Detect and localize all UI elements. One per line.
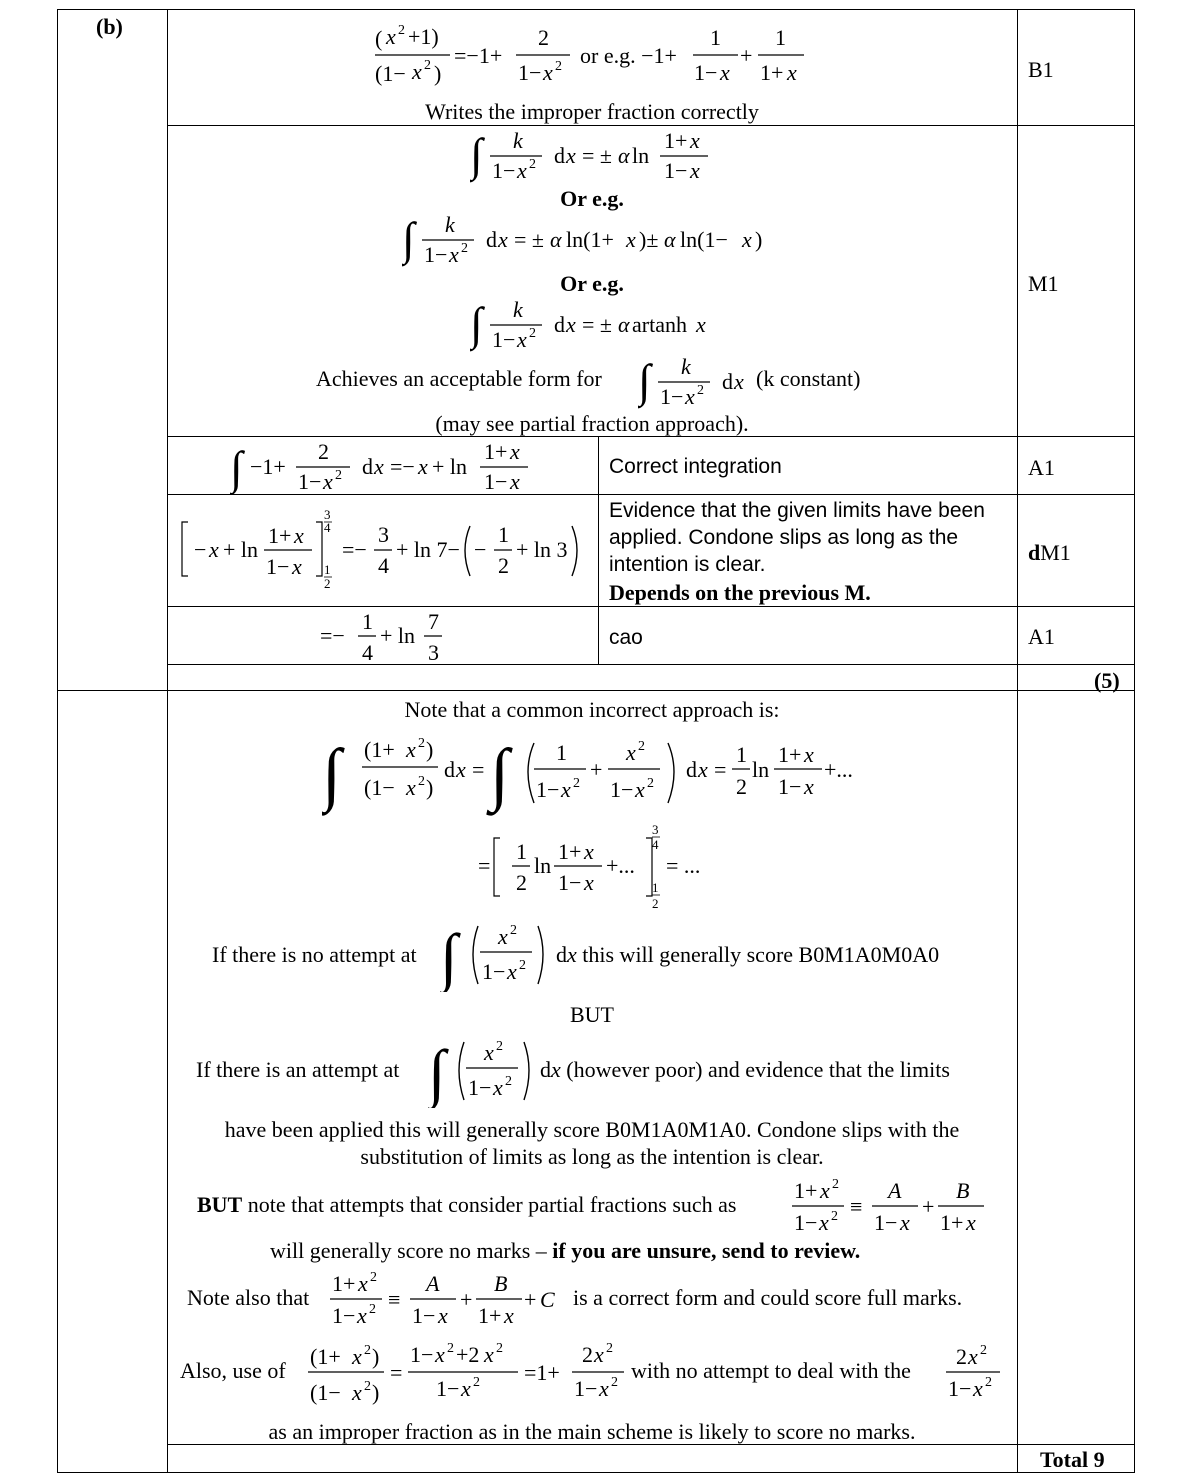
also-use: Also, use of: [180, 1358, 286, 1383]
svg-text:A: A: [426, 1271, 440, 1296]
svg-text:x: x: [720, 60, 730, 85]
svg-text:1+: 1+: [760, 60, 784, 85]
svg-text:1−: 1−: [410, 1342, 434, 1367]
svg-text:x: x: [358, 1271, 368, 1296]
row4-note-line-2: applied. Condone slips as long as the: [609, 526, 959, 549]
svg-text:1−: 1−: [660, 384, 684, 409]
svg-text:2: 2: [956, 1344, 967, 1369]
svg-text:artanh: artanh: [632, 312, 687, 337]
svg-text:x: x: [698, 757, 708, 782]
svg-text:2: 2: [519, 958, 526, 973]
svg-text:ln: ln: [752, 757, 770, 782]
svg-text:1+: 1+: [940, 1210, 964, 1235]
no-attempt-before: If there is no attempt at: [212, 942, 417, 967]
svg-text:2: 2: [582, 1342, 593, 1367]
svg-text:x: x: [787, 60, 797, 85]
grid-line: [167, 664, 1135, 665]
svg-text:2: 2: [832, 1177, 839, 1192]
svg-text:1: 1: [324, 562, 331, 577]
grid-line: [598, 437, 599, 665]
svg-text:2: 2: [538, 25, 549, 50]
svg-text:∫: ∫: [638, 355, 651, 406]
svg-text:2: 2: [697, 383, 704, 398]
svg-text:2: 2: [498, 553, 509, 578]
svg-text:x: x: [418, 454, 428, 479]
svg-text:+...: +...: [824, 757, 853, 782]
svg-text:1−: 1−: [948, 1376, 972, 1401]
svg-text:1−: 1−: [424, 242, 448, 267]
svg-text:=−1+: =−1+: [454, 43, 503, 68]
svg-text:1: 1: [498, 522, 509, 547]
mark-a1-second: A1: [1028, 624, 1055, 649]
svg-text:x: x: [973, 1376, 983, 1401]
attempt-after: dx (however poor) and evidence that the limits: [540, 1057, 950, 1082]
svg-text:x: x: [484, 1040, 494, 1065]
svg-text:x: x: [734, 369, 744, 394]
svg-text:−: −: [474, 537, 487, 562]
applied-line-2: substitution of limits as long as the intention is clear.: [360, 1144, 824, 1169]
svg-text:4: 4: [378, 553, 389, 578]
grid-line: [57, 1472, 1135, 1473]
svg-text:1−: 1−: [694, 60, 718, 85]
svg-text:2: 2: [364, 1379, 371, 1394]
svg-text:2: 2: [529, 326, 536, 341]
svg-text:+: +: [524, 1287, 537, 1312]
svg-text:2: 2: [980, 1343, 987, 1358]
svg-text:+2: +2: [456, 1342, 480, 1367]
no-marks-line: [270, 1238, 860, 1263]
svg-text:1−: 1−: [558, 870, 582, 895]
svg-text:∫: ∫: [490, 736, 510, 813]
svg-text:k: k: [513, 297, 523, 322]
svg-text:1+: 1+: [558, 839, 582, 864]
svg-text:1−: 1−: [536, 777, 560, 802]
svg-text:(1−: (1−: [310, 1380, 341, 1405]
svg-text:x: x: [742, 227, 752, 252]
svg-text:≡: ≡: [388, 1287, 401, 1312]
svg-text:=: =: [472, 757, 485, 782]
svg-text:x: x: [498, 924, 508, 949]
svg-text:α: α: [664, 227, 676, 252]
svg-text:2: 2: [606, 1341, 613, 1356]
svg-text:d: d: [486, 227, 497, 252]
svg-text:= ±: = ±: [582, 143, 612, 168]
row2-explanation-before: Achieves an acceptable form for: [316, 366, 602, 391]
svg-text:2: 2: [364, 1343, 371, 1358]
svg-text:B: B: [494, 1271, 508, 1296]
no-marks-bold: if you are unsure, send to review.: [552, 1238, 861, 1263]
svg-text:x: x: [209, 537, 219, 562]
svg-text:+: +: [922, 1194, 935, 1219]
svg-text:x: x: [584, 870, 594, 895]
svg-text:7: 7: [428, 609, 439, 634]
svg-text:3: 3: [324, 507, 331, 522]
svg-text:1−: 1−: [298, 469, 322, 494]
svg-text:2: 2: [510, 923, 517, 938]
svg-text:=−: =−: [320, 623, 345, 648]
part-label: (b): [96, 14, 123, 39]
math-x2-integral-1: [440, 916, 556, 992]
svg-text:x: x: [635, 777, 645, 802]
svg-text:2: 2: [647, 776, 654, 791]
svg-text:x: x: [626, 740, 636, 765]
mark-dm1-suffix: M1: [1040, 540, 1071, 565]
svg-text:1−: 1−: [778, 774, 802, 799]
svg-text:x: x: [435, 1342, 445, 1367]
row2-explanation-after: (k constant): [756, 366, 861, 391]
notes-but: BUT: [570, 1002, 614, 1027]
svg-text:=: =: [390, 1360, 403, 1385]
svg-text:2: 2: [555, 59, 562, 74]
svg-text:+: +: [460, 1287, 473, 1312]
svg-text:+: +: [590, 757, 603, 782]
svg-text:x: x: [374, 454, 384, 479]
svg-text:4: 4: [324, 520, 331, 535]
svg-text:2: 2: [370, 1270, 377, 1285]
svg-text:2: 2: [985, 1375, 992, 1390]
partial-text: [197, 1192, 737, 1217]
svg-text:(: (: [375, 26, 383, 51]
svg-text:4: 4: [362, 640, 373, 665]
svg-text:d: d: [686, 757, 697, 782]
svg-text:ln: ln: [534, 853, 552, 878]
svg-text:1−: 1−: [482, 959, 506, 984]
svg-text:x: x: [406, 775, 416, 800]
svg-text:∫: ∫: [230, 442, 243, 493]
svg-text:x: x: [968, 1344, 978, 1369]
svg-text:d: d: [554, 312, 565, 337]
svg-text:1: 1: [516, 839, 527, 864]
svg-text:2: 2: [611, 1375, 618, 1390]
svg-text:2: 2: [335, 468, 342, 483]
svg-text:+...: +...: [606, 853, 635, 878]
svg-text:ln(1−: ln(1−: [680, 227, 728, 252]
svg-text:2: 2: [529, 157, 536, 172]
mark-b1: B1: [1028, 57, 1054, 82]
svg-text:x: x: [804, 742, 814, 767]
svg-text:)±: )±: [639, 227, 659, 252]
svg-text:1−: 1−: [664, 158, 688, 183]
svg-text:): ): [372, 1380, 380, 1405]
svg-text:2: 2: [505, 1074, 512, 1089]
correct-form-text: is a correct form and could score full marks.: [573, 1285, 963, 1310]
no-attempt-after-text: this will generally score B0M1A0M0A0: [582, 942, 940, 967]
svg-text:α: α: [618, 143, 630, 168]
svg-text:1+: 1+: [332, 1271, 356, 1296]
svg-text:x: x: [484, 1342, 494, 1367]
svg-text:= ±: = ±: [582, 312, 612, 337]
svg-text:d: d: [722, 369, 733, 394]
svg-text:x: x: [566, 312, 576, 337]
math-final-answer: [318, 607, 458, 665]
svg-text:1+: 1+: [794, 1178, 818, 1203]
svg-text:2: 2: [461, 241, 468, 256]
svg-text:x: x: [498, 227, 508, 252]
svg-text:1: 1: [736, 742, 747, 767]
svg-text:+ ln: + ln: [432, 454, 468, 479]
grid-line: [57, 9, 58, 1473]
mark-dm1: [1028, 540, 1071, 565]
svg-text:1−: 1−: [468, 1075, 492, 1100]
svg-text:x: x: [294, 523, 304, 548]
total: Total 9: [1040, 1447, 1105, 1472]
svg-text:2: 2: [418, 736, 425, 751]
svg-text:∫: ∫: [322, 736, 342, 813]
svg-text:4: 4: [652, 837, 659, 852]
improper-line: as an improper fraction as in the main scheme is likely to score no marks.: [268, 1419, 916, 1444]
grid-line: [167, 9, 168, 1473]
svg-text:2: 2: [496, 1039, 503, 1054]
svg-text:1+: 1+: [478, 1303, 502, 1328]
svg-text:1: 1: [556, 740, 567, 765]
math-integral-log-form: [470, 126, 720, 184]
math-2x2-fraction: [942, 1340, 1006, 1406]
svg-text:1−: 1−: [492, 158, 516, 183]
svg-text:x: x: [412, 59, 422, 84]
svg-text:1−: 1−: [574, 1376, 598, 1401]
svg-text:1: 1: [710, 25, 721, 50]
svg-text:−1+: −1+: [250, 454, 286, 479]
svg-text:(1+: (1+: [310, 1344, 341, 1369]
svg-text:x: x: [352, 1380, 362, 1405]
svg-text:x: x: [504, 1303, 514, 1328]
row1-explanation: Writes the improper fraction correctly: [425, 99, 759, 124]
svg-text:2: 2: [447, 1341, 454, 1356]
svg-text:x: x: [599, 1376, 609, 1401]
row2-or-1: Or e.g.: [560, 186, 624, 211]
mark-m1: M1: [1028, 271, 1059, 296]
math-correct-integration: [230, 437, 550, 495]
svg-text:): ): [755, 227, 763, 252]
svg-text:or e.g. −1+: or e.g. −1+: [580, 43, 677, 68]
svg-text:1−: 1−: [484, 469, 508, 494]
row4-note-line-1: Evidence that the given limits have been: [609, 499, 985, 522]
math-integral-artanh: [470, 295, 720, 353]
row2-explanation-2: (may see partial fraction approach).: [435, 411, 749, 436]
row4-note-bold: Depends on the previous M.: [609, 580, 871, 605]
svg-text:+ ln 7−: + ln 7−: [396, 537, 460, 562]
svg-text:): ): [434, 61, 442, 86]
svg-text:x: x: [561, 777, 571, 802]
subtotal: (5): [1094, 668, 1120, 693]
svg-text:): ): [426, 775, 434, 800]
partial-text-body: note that attempts that consider partial fractions such as: [247, 1192, 737, 1217]
row5-note: cao: [609, 626, 643, 649]
svg-text:): ): [426, 737, 434, 762]
svg-text:x: x: [804, 774, 814, 799]
with-no-attempt: with no attempt to deal with the: [631, 1358, 911, 1383]
svg-text:=: =: [478, 853, 491, 878]
svg-text:ln(1+: ln(1+: [566, 227, 614, 252]
svg-text:x: x: [626, 227, 636, 252]
svg-text:2: 2: [473, 1375, 480, 1390]
svg-text:=: =: [714, 757, 727, 782]
svg-text:1+: 1+: [778, 742, 802, 767]
svg-text:∫: ∫: [470, 298, 483, 349]
svg-text:1+: 1+: [664, 128, 688, 153]
math-incorrect-approach: [322, 727, 862, 819]
svg-text:x: x: [900, 1210, 910, 1235]
svg-text:x: x: [386, 24, 396, 49]
grid-line: [1017, 9, 1018, 1473]
svg-text:x: x: [517, 327, 527, 352]
mark-dm1-prefix: d: [1028, 540, 1041, 565]
attempt-after-text: (however poor) and evidence that the limits: [566, 1057, 950, 1082]
math-also-use: [304, 1334, 634, 1410]
math-integral-generic: [638, 352, 754, 410]
svg-text:2: 2: [573, 776, 580, 791]
svg-text:2: 2: [398, 23, 405, 38]
svg-text:x: x: [543, 60, 553, 85]
svg-text:x: x: [584, 839, 594, 864]
svg-text:3: 3: [652, 822, 659, 837]
svg-text:2: 2: [638, 739, 645, 754]
svg-text:d: d: [444, 757, 455, 782]
svg-text:A: A: [888, 1178, 902, 1203]
svg-text:1: 1: [775, 25, 786, 50]
svg-text:1+: 1+: [484, 439, 508, 464]
svg-text:2: 2: [318, 439, 329, 464]
svg-text:α: α: [550, 227, 562, 252]
svg-text:3: 3: [428, 640, 439, 665]
svg-text:C: C: [540, 1287, 555, 1312]
svg-text:x: x: [510, 469, 520, 494]
math-integral-log-sum: [402, 210, 792, 268]
svg-text:(1+: (1+: [364, 737, 395, 762]
svg-text:x: x: [449, 242, 459, 267]
svg-text:1+: 1+: [268, 523, 292, 548]
math-incorrect-limits: [476, 822, 716, 914]
svg-text:d: d: [362, 454, 373, 479]
svg-text:∫: ∫: [470, 129, 483, 180]
svg-text:1−: 1−: [266, 554, 290, 579]
svg-text:x: x: [461, 1376, 471, 1401]
svg-text:1−: 1−: [412, 1303, 436, 1328]
svg-text:+ ln: + ln: [223, 537, 259, 562]
svg-text:1−: 1−: [492, 327, 516, 352]
svg-text:x: x: [690, 158, 700, 183]
svg-text:d: d: [554, 143, 565, 168]
svg-text:3: 3: [378, 522, 389, 547]
svg-text:x: x: [966, 1210, 976, 1235]
row3-note: Correct integration: [609, 455, 782, 478]
math-correct-form: [326, 1267, 566, 1329]
math-partial-fractions: [788, 1174, 988, 1236]
svg-text:B: B: [956, 1178, 970, 1203]
svg-text:x: x: [690, 128, 700, 153]
svg-text:x: x: [594, 1342, 604, 1367]
svg-text:): ): [372, 1344, 380, 1369]
svg-text:2: 2: [496, 1341, 503, 1356]
svg-text:x: x: [517, 158, 527, 183]
svg-text:(1−: (1−: [375, 61, 406, 86]
math-improper-fraction: [370, 14, 810, 96]
math-limits-applied: [178, 506, 588, 596]
applied-line-1: have been applied this will generally score B0M1A0M1A0. Condone slips with the: [224, 1117, 960, 1142]
svg-text:1−: 1−: [436, 1376, 460, 1401]
svg-text:∫: ∫: [428, 1037, 446, 1108]
svg-text:x: x: [696, 312, 706, 337]
svg-text:1: 1: [362, 609, 373, 634]
svg-text:k: k: [513, 128, 523, 153]
svg-text:(1−: (1−: [364, 775, 395, 800]
svg-text:=1+: =1+: [524, 1360, 560, 1385]
svg-text:x: x: [566, 143, 576, 168]
math-x2-integral-2: [428, 1032, 540, 1108]
svg-text:= ±: = ±: [514, 227, 544, 252]
svg-text:ln: ln: [632, 143, 650, 168]
attempt-before: If there is an attempt at: [196, 1057, 400, 1082]
mark-a1-first: A1: [1028, 455, 1055, 480]
svg-text:x: x: [292, 554, 302, 579]
grid-line: [167, 606, 1135, 607]
svg-text:k: k: [445, 212, 455, 237]
svg-text:2: 2: [418, 774, 425, 789]
svg-text:1: 1: [652, 880, 659, 895]
svg-text:x: x: [510, 439, 520, 464]
svg-text:x: x: [493, 1075, 503, 1100]
svg-text:x: x: [438, 1303, 448, 1328]
row4-note-line-3: intention is clear.: [609, 553, 766, 576]
svg-text:x: x: [357, 1303, 367, 1328]
svg-text:x: x: [685, 384, 695, 409]
svg-text:+ ln 3: + ln 3: [516, 537, 568, 562]
svg-text:2: 2: [424, 58, 431, 73]
svg-text:α: α: [618, 312, 630, 337]
svg-text:2: 2: [369, 1302, 376, 1317]
grid-line: [57, 9, 1135, 10]
svg-text:x: x: [819, 1210, 829, 1235]
svg-text:+1): +1): [408, 24, 439, 49]
svg-text:=−: =−: [390, 454, 415, 479]
svg-text:k: k: [681, 354, 691, 379]
svg-text:x: x: [352, 1344, 362, 1369]
partial-but: BUT: [197, 1192, 243, 1217]
row2-or-2: Or e.g.: [560, 271, 624, 296]
svg-text:1−: 1−: [332, 1303, 356, 1328]
svg-text:2: 2: [324, 576, 331, 591]
grid-line: [1134, 9, 1135, 1473]
svg-text:2: 2: [736, 774, 747, 799]
svg-text:x: x: [820, 1178, 830, 1203]
svg-text:1−: 1−: [610, 777, 634, 802]
grid-line: [57, 690, 1135, 691]
svg-text:x: x: [456, 757, 466, 782]
svg-text:=−: =−: [342, 537, 367, 562]
svg-text:1−: 1−: [794, 1210, 818, 1235]
notes-intro: Note that a common incorrect approach is:: [404, 697, 780, 722]
svg-text:2: 2: [831, 1209, 838, 1224]
svg-text:+ ln: + ln: [380, 623, 416, 648]
svg-text:2: 2: [516, 870, 527, 895]
svg-text:−: −: [194, 537, 207, 562]
no-attempt-after: dx this will generally score B0M1A0M0A0: [556, 942, 940, 967]
svg-text:x: x: [507, 959, 517, 984]
svg-text:+: +: [740, 43, 753, 68]
svg-text:1−: 1−: [874, 1210, 898, 1235]
svg-text:x: x: [323, 469, 333, 494]
svg-text:∫: ∫: [440, 921, 458, 992]
svg-text:1−: 1−: [518, 60, 542, 85]
svg-text:= ...: = ...: [666, 853, 701, 878]
svg-text:∫: ∫: [402, 213, 415, 264]
svg-text:≡: ≡: [850, 1194, 863, 1219]
svg-text:2: 2: [652, 896, 659, 911]
also-note: Note also that: [187, 1285, 310, 1310]
svg-text:x: x: [406, 737, 416, 762]
no-marks-text: will generally score no marks –: [270, 1238, 547, 1263]
